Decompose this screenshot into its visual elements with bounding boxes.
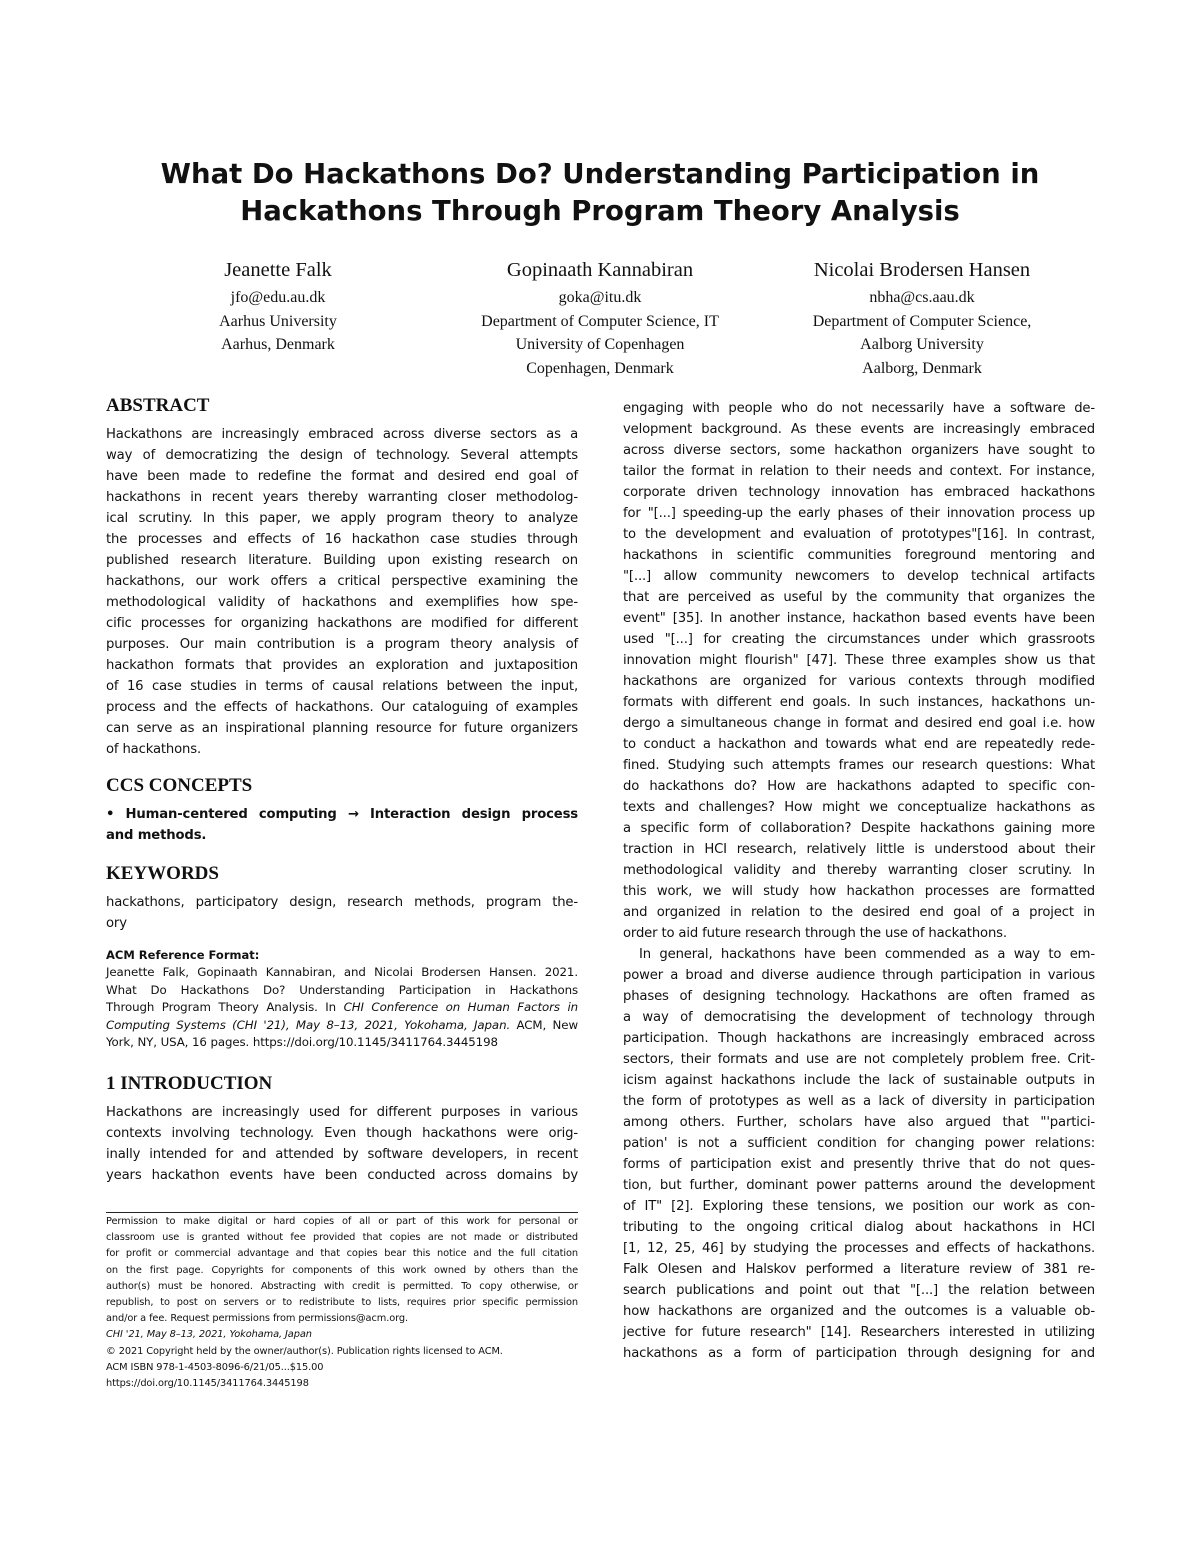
keywords-heading: KEYWORDS [106,863,219,884]
author-1 [98,254,458,357]
text-line: and organized in relation to the desired end goal of a project in [623,905,1095,920]
text-line: Hackathons are increasingly embraced across diverse sectors as a [106,427,578,442]
text-line: can serve as an inspirational planning resource for future organizers [106,721,578,736]
text-line: this work, we will study how hackathon processes are formatted [623,884,1095,899]
left-column [106,394,578,1186]
text-line: of 16 case studies in terms of causal relations between the input, [106,679,578,694]
text-line: dergo a simultaneous change in format and desired end goal i.e. how [623,716,1095,731]
author-affiliation: Aarhus University [219,312,337,330]
text-line: a specific form of collaboration? Despite hackathons gaining more [623,821,1095,836]
author-name: Jeanette Falk [224,259,332,281]
text-line: for "[...] speeding-up the early phases of their innovation process up [623,506,1095,521]
text-line: across diverse sectors, some hackathon organizers have sought to [623,443,1095,458]
text-line: methodological validity and thereby warranting closer scrutiny. In [623,863,1095,878]
doi-link[interactable]: York, NY, USA, 16 pages. https://doi.org/10.1145/3411764.3445198 [106,1035,498,1049]
text-span: Through Program Theory Analysis. In [106,1000,344,1014]
text-line: of hackathons. [106,742,201,757]
title-line: Hackathons Through Program Theory Analysis [240,195,960,227]
text-line: hackathons in recent years thereby warranting closer methodolog- [106,490,578,505]
keywords-text [106,892,578,934]
footnote-doi-link[interactable]: https://doi.org/10.1145/3411764.3445198 [106,1378,309,1390]
introduction-heading: 1 INTRODUCTION [106,1072,273,1094]
text-line: sectors, their formats and use are not completely problem free. Crit- [623,1052,1095,1067]
ccs-heading: CCS CONCEPTS [106,775,253,796]
author-affiliation: University of Copenhagen [515,336,685,353]
footnote-copyright: © 2021 Copyright held by the owner/author(s). Publication rights licensed to ACM. [106,1345,503,1357]
intro-paragraph-1 [623,398,1095,944]
text-line: hackathon formats that provides an exploration and juxtaposition [106,658,578,673]
footnote-line: Permission to make digital or hard copies of all or part of this work for personal or [106,1216,578,1227]
footnote-line: for profit or commercial advantage and that copies bear this notice and the full citation [106,1248,578,1260]
ccs-line: • Human-centered computing → Interaction design process [106,807,578,822]
text-line: tributing to the ongoing critical dialog about hackathons in HCI [623,1220,1095,1235]
abstract-text [106,424,578,760]
abstract-heading: ABSTRACT [106,395,210,416]
author-location: Copenhagen, Denmark [526,359,674,377]
text-line: the form of prototypes as well as a lack of diversity in participation [623,1094,1095,1109]
footnote-line: on the first page. Copyrights for components of this work owned by others than the [106,1264,578,1276]
right-column [623,398,1095,1364]
text-line: purposes. Our main contribution is a program theory analysis of [106,637,578,652]
text-line: do hackathons do? How are hackathons adapted to specific con- [623,779,1095,794]
text-line [106,1017,578,1035]
ccs-line: and methods. [106,828,207,843]
text-line: forms of participation exist and presently thrive that do not ques- [623,1157,1095,1172]
author-location: Aalborg, Denmark [862,359,982,377]
text-line: to the development and evaluation of prototypes"[16]. In contrast, [623,527,1095,542]
text-span: ACM, New [510,1017,578,1032]
text-line: published research literature. Building upon existing research on [106,553,578,568]
text-line: texts and challenges? How might we conceptualize hackathons as [623,800,1095,815]
text-line: [1, 12, 25, 46] by studying the processes and effects of hackathons. [623,1241,1095,1256]
text-line: velopment background. As these events are increasingly embraced [623,422,1095,437]
intro-paragraph-2 [623,944,1095,1364]
author-affiliation: Department of Computer Science, IT [481,312,719,330]
text-line: hackathons, participatory design, research methods, program the- [106,895,578,910]
text-line: a way of democratising the development of technology through [623,1010,1095,1025]
footnote-venue: CHI '21, May 8–13, 2021, Yokohama, Japan [106,1329,312,1341]
introduction-text [106,1102,578,1186]
text-line: to conduct a hackathon and towards what end are repeatedly rede- [623,737,1095,752]
footnote-line: republish, to post on servers or to redistribute to lists, requires prior specific permission [106,1297,578,1309]
ccs-concepts [106,804,578,846]
footnote-line: and/or a fee. Request permissions from permissions@acm.org. [106,1313,408,1325]
reference-format-heading: ACM Reference Format: [106,948,260,962]
author-name: Gopinaath Kannabiran [506,259,694,281]
text-line: In general, hackathons have been commended as a way to em- [639,947,1095,962]
footnote-divider [106,1212,578,1213]
footnote-line: classroom use is granted without fee provided that copies are not made or distributed [106,1232,578,1244]
text-line: tailor the format in relation to their needs and context. For instance, [623,464,1095,479]
author-affiliation: Aalborg University [860,336,984,353]
text-line: "[...] allow community newcomers to develop technical artifacts [623,569,1095,584]
title-line: What Do Hackathons Do? Understanding Participation in [160,158,1040,190]
text-line: innovation might flourish" [47]. These three examples show us that [623,653,1095,668]
text-line: order to aid future research through the use of hackathons. [623,926,1007,941]
reference-format [106,964,578,1052]
text-line: methodological validity of hackathons and exemplifies how spe- [106,595,578,610]
text-line: tion, but further, dominant power patterns around the development [623,1178,1095,1193]
footnote-line: author(s) must be honored. Abstracting with credit is permitted. To copy otherwise, or [106,1280,578,1292]
text-line: jective for future research" [14]. Researchers interested in utilizing [623,1325,1095,1340]
text-line: engaging with people who do not necessarily have a software de- [623,401,1095,416]
text-line: fined. Studying such attempts frames our research questions: What [623,758,1095,773]
text-line: that are perceived as useful by the community that organizes the [623,590,1095,605]
text-line: inally intended for and attended by software developers, in recent [106,1146,578,1162]
text-line: of IT" [2]. Exploring these tensions, we position our work as con- [623,1199,1095,1214]
text-line [106,999,578,1017]
text-line: hackathons in scientific communities foreground mentoring and [623,548,1095,563]
text-line: ory [106,916,127,931]
text-line: event" [35]. In another instance, hackathon based events have been [623,611,1095,626]
text-line: Jeanette Falk, Gopinaath Kannabiran, and Nicolai Brodersen Hansen. 2021. [106,965,578,979]
text-line: formats with different end goals. In such instances, hackathons un- [623,695,1095,710]
author-email: goka@itu.dk [558,289,642,306]
text-line: among others. Further, scholars have also argued that "'partici- [623,1115,1095,1130]
author-2 [420,254,780,380]
text-line: phases of designing technology. Hackathons are often framed as [623,989,1095,1004]
footnote-isbn: ACM ISBN 978-1-4503-8096-6/21/05...$15.00 [106,1361,324,1373]
author-name: Nicolai Brodersen Hansen [813,259,1031,281]
text-line: Hackathons are increasingly used for different purposes in various [106,1104,578,1120]
text-line: participation. Though hackathons are increasingly embraced across [623,1031,1095,1046]
text-line: What Do Hackathons Do? Understanding Participation in Hackathons [106,982,578,997]
author-3 [742,254,1102,380]
venue-text: CHI Conference on Human Factors in [343,1000,578,1014]
text-line: have been made to redefine the format and desired end goal of [106,469,578,484]
text-line: process and the effects of hackathons. Our cataloguing of examples [106,700,578,715]
text-line: hackathons, our work offers a critical perspective examining the [106,574,578,589]
text-line: pation' is not a sufficient condition for changing power relations: [623,1136,1095,1151]
text-line: hackathons as a form of participation through designing for and [623,1346,1095,1361]
text-line: icism against hackathons include the lack of sustainable outputs in [623,1073,1095,1088]
text-line: search publications and point out that "[...] the relation between [623,1283,1095,1298]
text-line: hackathons are organized for various contexts through modified [623,674,1095,689]
text-line: traction in HCI research, relatively little is understood about their [623,842,1095,857]
author-email: nbha@cs.aau.dk [869,289,975,306]
text-line: ical scrutiny. In this paper, we apply program theory to analyze [106,511,578,526]
paper-title [100,156,1100,230]
venue-text: Computing Systems (CHI '21), May 8–13, 2021, Yokohama, Japan. [106,1017,511,1032]
text-line: how hackathons are organized and the outcomes is a valuable ob- [623,1304,1095,1319]
text-line: contexts involving technology. Even though hackathons were orig- [106,1125,578,1141]
text-line: power a broad and diverse audience through participation in various [623,968,1095,983]
author-email: jfo@edu.au.dk [230,289,326,306]
text-line: cific processes for organizing hackathons are modified for different [106,616,578,631]
permission-footnote [106,1214,578,1392]
text-line: years hackathon events have been conducted across domains by [106,1167,578,1183]
text-line: Falk Olesen and Halskov performed a literature review of 381 re- [623,1262,1095,1277]
text-line: used "[...] for creating the circumstances under which grassroots [623,632,1095,647]
text-line: way of democratizing the design of technology. Several attempts [106,448,578,463]
author-location: Aarhus, Denmark [221,336,335,353]
text-line: corporate driven technology innovation has embraced hackathons [623,485,1095,500]
author-affiliation: Department of Computer Science, [812,312,1032,330]
text-line: the processes and effects of 16 hackathon case studies through [106,532,578,547]
